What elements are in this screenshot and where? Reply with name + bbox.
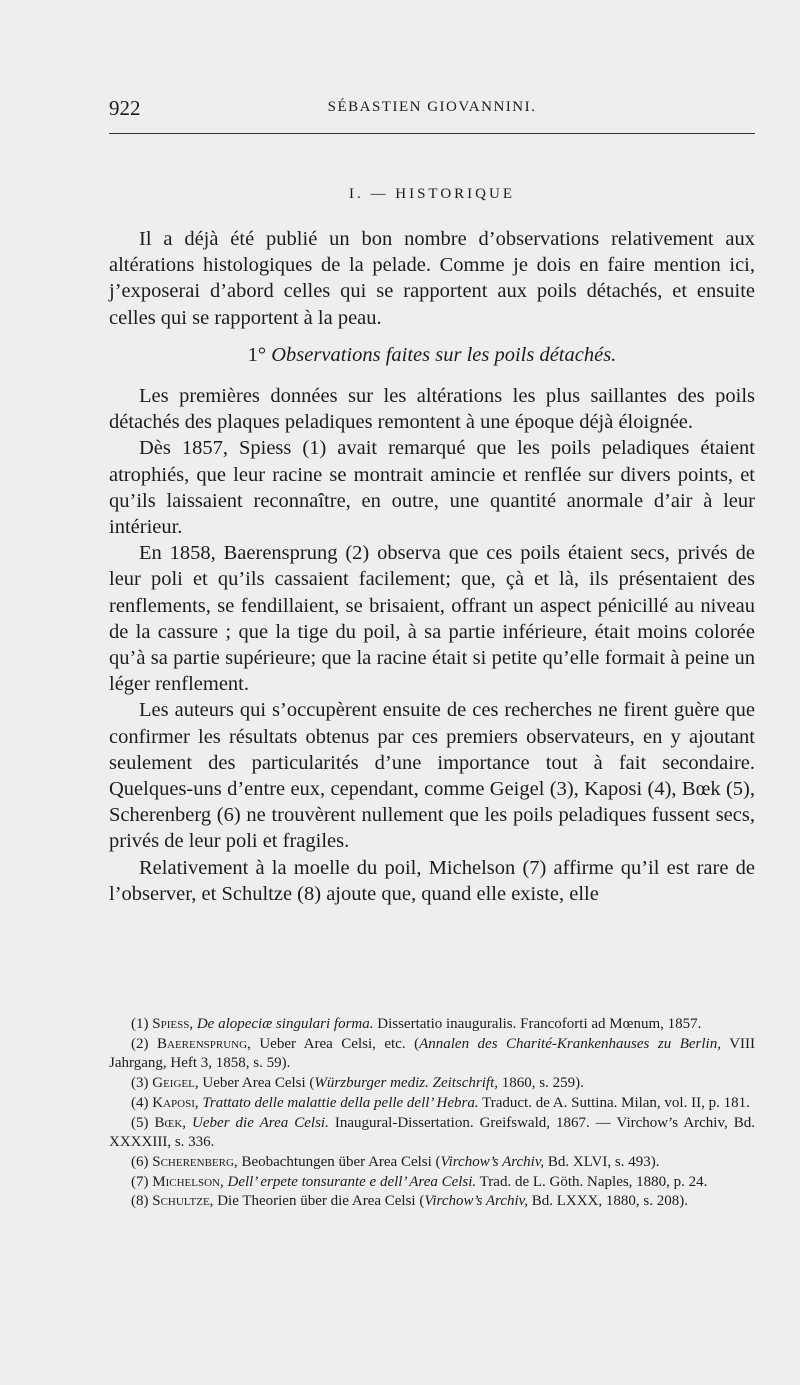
subheading [109, 342, 755, 368]
footnote-number: (5) [131, 1114, 149, 1131]
section-heading: I. — HISTORIQUE [349, 186, 515, 202]
footnote-number: (6) [131, 1153, 149, 1170]
footnote-author: Scherenberg, [152, 1153, 238, 1170]
footnote [109, 1074, 755, 1094]
paragraph: Les premières données sur les altérations les plus saillantes des poils détachés des plaques peladiques remontent à une époque déjà éloignée. [109, 385, 755, 434]
footnote-title: Annalen des Charité-Krankenhauses zu Berlin, [419, 1035, 721, 1052]
footnote-author: Geigel, [152, 1075, 199, 1092]
footnote-details: VIII Jahrgang, Heft 3, 1858, s. 59). [109, 1035, 756, 1072]
footnote-author: Baerensprung, [157, 1035, 251, 1052]
footnote [109, 1094, 755, 1114]
footnote [109, 1114, 755, 1153]
footnote-author: Schultze, [152, 1193, 214, 1210]
footnote-number: (4) [131, 1094, 149, 1111]
footnote-prefix: Ueber Area Celsi ( [202, 1075, 315, 1092]
footnote-author: Bœk, [154, 1114, 187, 1131]
header-rule [109, 133, 755, 134]
paragraph: Relativement à la moelle du poil, Michelson (7) affirme qu’il est rare de l’observer, et Schultze (8) ajoute que, quand elle existe, elle [109, 856, 755, 905]
subheading-title: Observations faites sur les poils détachés. [271, 343, 617, 366]
footnote-details: Bd. XLVI, s. 493). [547, 1153, 660, 1170]
footnote-title: Ueber die Area Celsi. [192, 1114, 329, 1131]
footnote-number: (7) [131, 1173, 149, 1190]
footnote-author: Kaposi, [152, 1094, 199, 1111]
subheading-number: 1° [247, 343, 267, 366]
footnote-number: (2) [131, 1035, 149, 1052]
footnote [109, 1015, 755, 1035]
footnote-author: Michelson, [152, 1173, 224, 1190]
footnote-prefix: Die Theorien über die Area Celsi ( [217, 1193, 425, 1210]
page-header [109, 96, 755, 122]
footnote-title: Trattato delle malattie della pelle dell’ Hebra. [202, 1094, 479, 1111]
footnote-number: (8) [131, 1193, 149, 1210]
paragraph: En 1858, Baerensprung (2) observa que ces poils étaient secs, privés de leur poli et qu’ils cassaient facilement; que, çà et là, ils présentaient des renflements, se fendillaient, se brisaient, offrant un aspect pénicillé au niveau de la cassure ; que la tige du poil, à sa partie inférieure, était moins colorée qu’à sa partie supérieure; que la racine était si petite qu’elle formait à peine un léger renflement. [109, 542, 755, 696]
paragraph: Les auteurs qui s’occupèrent ensuite de ces recherches ne firent guère que confirmer les résultats obtenus par ces premiers observateurs, en y ajoutant seulement des particularités d’une importance tout à fait secondaire. Quelques-uns d’entre eux, cependant, comme Geigel (3), Kaposi (4), Bœk (5), Scherenberg (6) ne trouvèrent nullement que les poils peladiques fussent secs, privés de leur poli et fragiles. [109, 699, 755, 853]
running-head: SÉBASTIEN GIOVANNINI. [327, 99, 537, 115]
footnote-number: (3) [131, 1075, 149, 1092]
footnote-title: Virchow’s Archiv, [424, 1193, 528, 1210]
footnotes [109, 1015, 755, 1212]
footnote [109, 1173, 755, 1193]
footnote-details: Trad. de L. Göth. Naples, 1880, p. 24. [479, 1173, 708, 1190]
footnote-prefix: Ueber Area Celsi, etc. ( [259, 1035, 420, 1052]
footnote-title: Würzburger mediz. Zeitschrift, [314, 1075, 499, 1092]
footnote [109, 1035, 755, 1074]
footnote-prefix: Beobachtungen über Area Celsi ( [241, 1153, 441, 1170]
footnote-details: Bd. LXXX, 1880, s. 208). [531, 1193, 688, 1210]
footnote-details: 1860, s. 259). [501, 1075, 584, 1092]
page-number: 922 [109, 96, 141, 120]
footnote [109, 1192, 755, 1212]
footnote-title: De alopeciæ singulari forma. [196, 1016, 374, 1032]
footnote [109, 1153, 755, 1173]
footnote-author: Spiess, [152, 1016, 194, 1032]
body-text [109, 226, 755, 907]
paragraph: Dès 1857, Spiess (1) avait remarqué que les poils peladiques étaient atrophiés, que leur racine se montrait amincie et renflée sur divers points, et qu’ils laissaient reconnaître, en outre, une quantité anormale d’air à leur intérieur. [109, 437, 755, 539]
footnote-details: Dissertatio inauguralis. Francoforti ad Mœnum, 1857. [377, 1016, 702, 1032]
footnote-details: Traduct. de A. Suttina. Milan, vol. II, p. 181. [482, 1094, 750, 1111]
footnote-title: Virchow’s Archiv, [440, 1153, 545, 1170]
paragraph-intro: Il a déjà été publié un bon nombre d’observations relativement aux altérations histologiques de la pelade. Comme je dois en faire mention ici, j’exposerai d’abord celles qui se rapportent aux poils détachés, et ensuite celles qui se rapportent à la peau. [109, 228, 755, 329]
footnote-number: (1) [131, 1016, 149, 1032]
footnote-details: Inaugural-Dissertation. Greifswald, 1867. — Virchow’s Archiv, Bd. XXXXIII, s. 336. [109, 1114, 756, 1151]
footnote-title: Dell’ erpete tonsurante e dell’ Area Celsi. [227, 1173, 477, 1190]
